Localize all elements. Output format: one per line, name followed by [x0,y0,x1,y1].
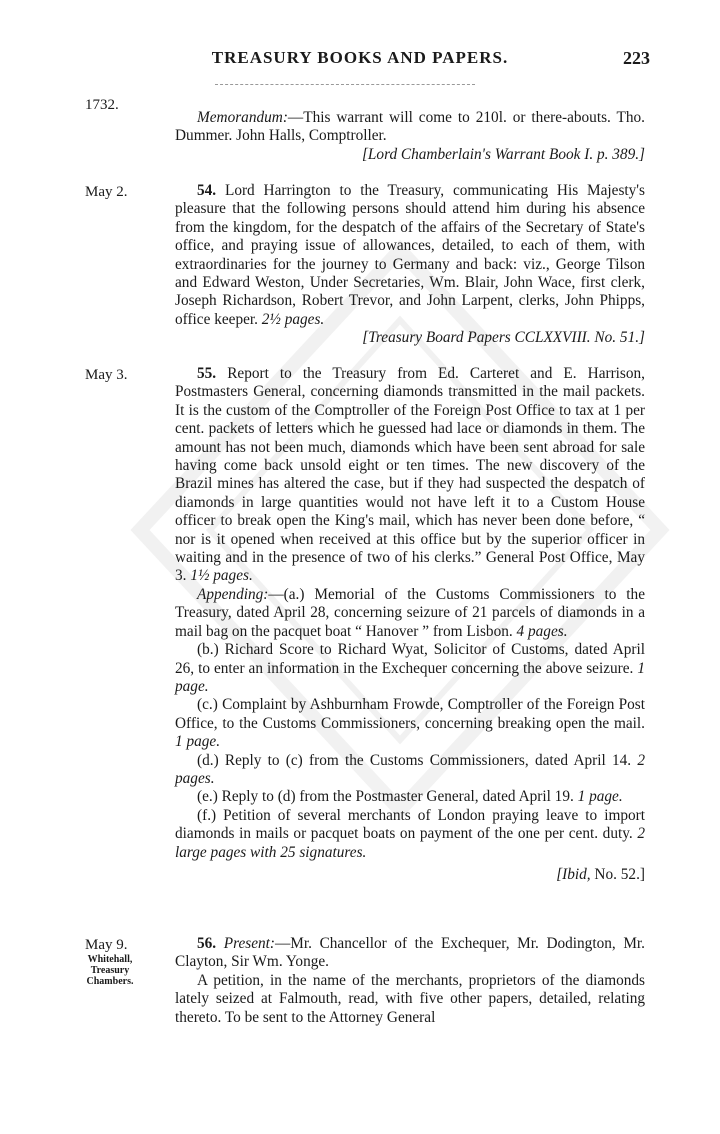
appending-e-pages: 1 page. [577,788,623,806]
entry-56 [175,935,645,1027]
appending-b: (b.) Richard Score to Richard Wyat, Solicitor of Customs, dated April 26, to enter an information in the Exchequer concerning the above seizure. [175,641,645,677]
margin-date-1732: 1732. [85,97,119,113]
memo-text: —This warrant will come to 210l. or there-abouts. Tho. Dummer. John Halls, Comptroller. [175,109,645,145]
entry-pages: 1½ pages. [190,567,253,585]
entry-citation: [Treasury Board Papers CCLXXVIII. No. 51.] [362,329,645,347]
appending-a-pages: 4 pages. [516,622,568,640]
running-title: TREASURY BOOKS AND PAPERS. [211,48,509,67]
margin-date: May 9. [85,937,128,953]
margin-place-line3: Chambers. [86,976,134,987]
appending-b-pages: 1 page. [175,659,645,695]
margin-date-may3: May 3. [85,367,128,383]
appending-c-pages: 1 page. [175,733,221,751]
margin-place-line1: Whitehall, [87,954,133,965]
memo-label: Memorandum: [197,109,288,126]
margin-place-line2: Treasury [90,965,130,976]
present-text: —Mr. Chancellor of the Exchequer, Mr. Dodington, Mr. Clayton, Sir Wm. Yonge. [175,935,645,971]
memo-citation: [Lord Chamberlain's Warrant Book I. p. 389.] [361,145,645,163]
appending-d-pages: 2 pages. [175,751,646,787]
entry-number: 54. [197,182,217,199]
entry-number: 55. [197,365,217,382]
entry-pages: 2½ pages. [261,310,325,328]
present-label: Present: [223,935,275,952]
appending-e: (e.) Reply to (d) from the Postmaster General, dated April 19. [197,788,574,806]
entry-number: 56. [197,935,217,952]
entry-54 [175,182,645,348]
entry-text: Lord Harrington to the Treasury, communicating His Majesty's pleasure that the following persons should attend him during his absence from the kingdom, for the despatch of the affairs of the Secretary of State's office, and praying issue of allowances, detailed, to each of them, with extraordinaries for the journey to Germany and back: viz., George Tilson and Edward Weston, Under Secretaries, Wm. Blair, John Wace, first clerk, Joseph Richardson, Robert Trevor, and John Larpent, clerks, John Phipps, office keeper. [175,182,646,328]
appending-d: (d.) Reply to (c) from the Customs Commissioners, dated April 14. [197,751,632,769]
appending-a: —(a.) Memorial of the Customs Commissioners to the Treasury, dated April 28, concerning seizure of 21 parcels of diamonds in a mail bag on the pacquet boat “ Hanover ” from Lisbon. [175,585,645,640]
entry-text: Report to the Treasury from Ed. Carteret and E. Harrison, Postmasters General, concerning diamonds transmitted in the mail packets. It is the custom of the Comptroller of the Foreign Post Office to tax at 1 per cent. packets of letters which he guessed had lace or diamonds in them. The amount has not been much, diamonds which have been sent abroad for sale having come back unsold eight or ten times. The new discovery of the Brazil mines has altered the case, but if they had suspected the despatch of diamonds in large quantities would not have left it to a Custom House officer to break open the King's mail, which has never been done before, “ nor is it opened when received at this office but by the superior officer in waiting and in the presence of two of his clerks.” General Post Office, May 3. [175,365,645,585]
entry-55 [175,365,645,884]
margin-date-may2: May 2. [85,184,128,200]
margin-date-may9 [85,936,160,987]
citation-number: No. 52.] [590,865,645,883]
appending-label: Appending: [197,585,269,603]
appending-c: (c.) Complaint by Ashburnham Frowde, Comptroller of the Foreign Post Office, to the Customs Commissioners, concerning breaking open the mail. [175,696,645,732]
page-number: 223 [623,48,650,68]
entry-text: A petition, in the name of the merchants, proprietors of the diamonds lately seized at Falmouth, read, with five other papers, detailed, relating thereto. To be sent to the Attorney General [175,971,645,1026]
appending-f-pages: 2 large pages with 25 signatures. [175,825,645,861]
appending-f: (f.) Petition of several merchants of London praying leave to import diamonds in mails or pacquet boats on payment of the one per cent. duty. [175,806,645,843]
citation-ibid: [Ibid, [556,865,591,883]
header-rule [215,84,475,85]
entry-memorandum [175,109,645,164]
